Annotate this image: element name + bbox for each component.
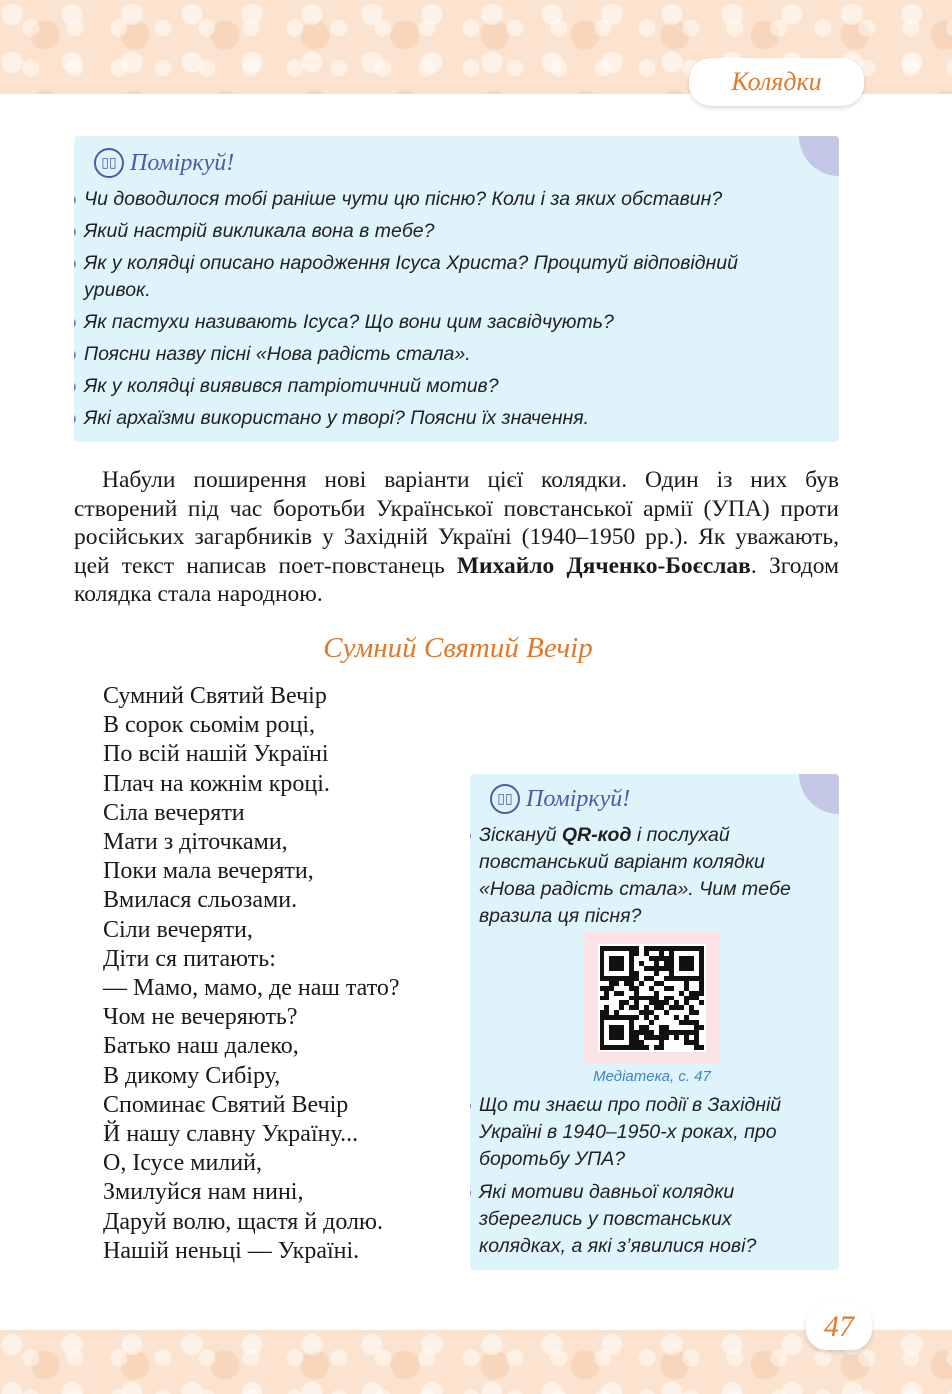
qr-code-term: QR-код	[561, 824, 632, 846]
poem-line: Змилуйся нам нині,	[103, 1179, 304, 1206]
qr-code-image[interactable]	[598, 944, 706, 1052]
poem-line: Чом не вечеряють?	[103, 1004, 298, 1031]
question-item: Як у колядці виявився патріотичний мотив?	[74, 373, 806, 400]
poem-line: Вмилася сльозами.	[103, 887, 298, 914]
poem-line: В сорок сьомім році,	[103, 712, 316, 739]
poem-line: Діти ся питають:	[103, 945, 276, 972]
poem-line: Плач на кожнім кроці.	[103, 770, 330, 797]
poem-line: Сумний Святий Вечір	[103, 683, 327, 709]
question-text: Зіскануй	[479, 824, 562, 846]
poem-line: Даруй волю, щастя й долю.	[103, 1208, 383, 1235]
poem-line: Батько наш далеко,	[103, 1033, 299, 1060]
intro-text-2: . Згодом колядка стала народною.	[74, 552, 839, 608]
section-tab: Колядки	[689, 58, 864, 106]
think-box-1	[74, 136, 839, 442]
think-box-title	[94, 148, 234, 178]
book-icon: ▯▯	[490, 784, 520, 814]
poem-line: Поки мала вечеряти,	[103, 858, 314, 885]
poem-text	[103, 682, 400, 1266]
author-name: Михайло Дяченко-Боєслав	[456, 552, 751, 579]
poem-line: Мати з діточками,	[103, 829, 288, 856]
poem-line: Й нашу славну Україну...	[103, 1121, 359, 1148]
question-item: Який настрій викликала вона в тебе?	[74, 218, 806, 245]
poem-line: В дикому Сибіру,	[103, 1062, 281, 1089]
question-item	[470, 822, 816, 930]
question-list	[470, 1092, 816, 1266]
question-item: Поясни назву пісні «Нова радість стала».	[74, 341, 806, 368]
qr-caption[interactable]: Медіатека, с. 47	[593, 1068, 711, 1085]
qr-code-frame	[584, 932, 719, 1064]
question-item: Як у колядці описано народження Ісуса Христа? Процитуй відповідний уривок.	[74, 250, 806, 304]
box-corner-decoration	[799, 136, 839, 176]
poem-line: Споминає Святий Вечір	[103, 1091, 349, 1118]
question-item: Які архаїзми використано у творі? Поясни їх значення.	[74, 405, 806, 432]
question-list	[74, 186, 806, 437]
think-box-title	[490, 784, 630, 814]
intro-paragraph	[74, 466, 839, 609]
poem-line: Нашій неньці — Україні.	[103, 1237, 360, 1264]
think-box-2	[470, 774, 839, 1270]
think-box-title-text: Поміркуй!	[526, 785, 631, 812]
poem-line: Сіли вечеряти,	[103, 916, 253, 943]
question-list	[470, 822, 816, 936]
think-box-title-text: Поміркуй!	[130, 149, 235, 176]
question-text: і послухай повстанський варіант колядки «Нова радість стала». Чим тебе вразила ця пісня?	[479, 824, 791, 927]
box-corner-decoration	[799, 774, 839, 814]
question-item: Які мотиви давньої колядки збереглись у повстанських колядках, а які з’явилися нові?	[470, 1179, 816, 1260]
question-item: Чи доводилося тобі раніше чути цю пісню? Коли і за яких обставин?	[74, 186, 806, 213]
book-icon: ▯▯	[94, 148, 124, 178]
qr-code-pattern	[600, 946, 704, 1050]
poem-line: О, Ісусе милий,	[103, 1150, 262, 1177]
poem-line: По всій нашій Україні	[103, 741, 329, 768]
intro-text-1: Набули поширення нові варіанти цієї колядки. Один із них був створений під час боротьби Української повстанської армії (УПА) проти російських загарбників у Західній Україні (1940–1950 рр.). Як уважають, цей текст написав поет-повстанець	[74, 467, 839, 579]
poem-line: Сіла вечеряти	[103, 799, 245, 826]
question-item: Що ти знаєш про події в Західній Україні в 1940–1950-х роках, про боротьбу УПА?	[470, 1092, 816, 1173]
poem-title: Сумний Святий Вечір	[323, 632, 593, 664]
poem-line: — Мамо, мамо, де наш тато?	[103, 975, 400, 1002]
question-item: Як пастухи називають Ісуса? Що вони цим засвідчують?	[74, 309, 806, 336]
page-number: 47	[806, 1304, 872, 1350]
